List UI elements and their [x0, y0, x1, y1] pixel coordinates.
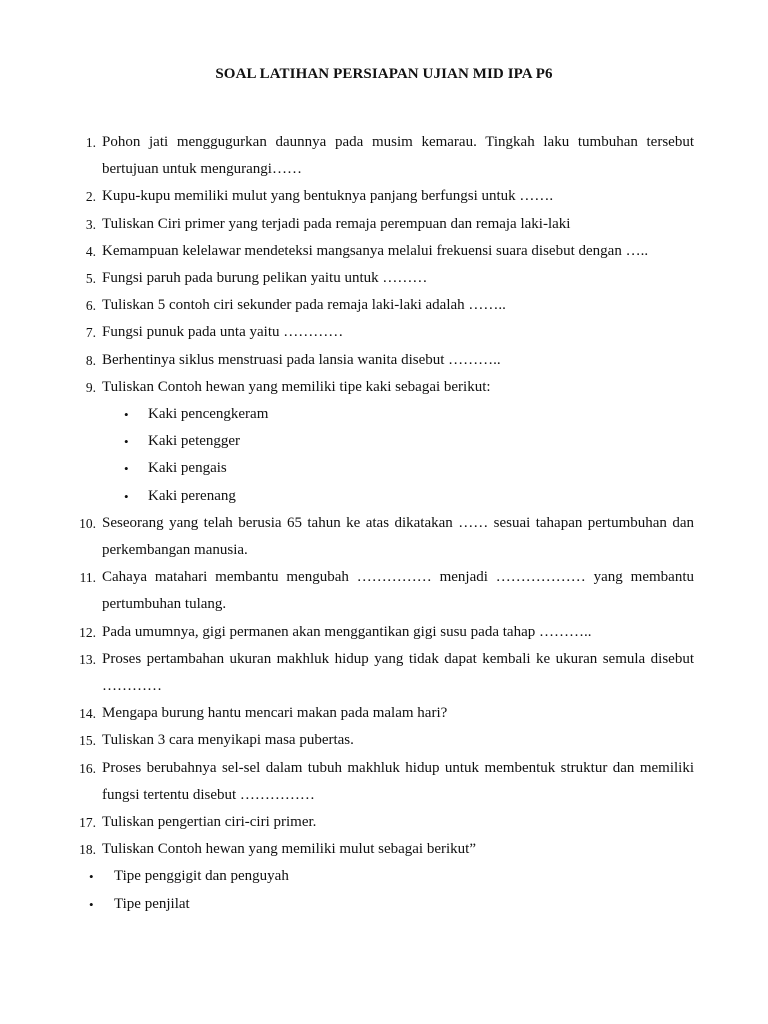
question-9-options [64, 401, 694, 510]
question-number: 5. [85, 271, 96, 287]
question-number: 13. [79, 651, 96, 667]
bullet-icon: • [124, 434, 129, 450]
question-2 [64, 183, 694, 210]
list-item [64, 428, 694, 455]
question-text: Tuliskan Ciri primer yang terjadi pada remaja perempuan dan remaja laki-laki [102, 215, 571, 232]
question-text: Proses pertambahan ukuran makhluk hidup yang tidak dapat kembali ke ukuran semula disebut ………… [102, 650, 694, 695]
question-text: Tuliskan 5 contoh ciri sekunder pada remaja laki-laki adalah …….. [102, 297, 506, 314]
list-item-text: Kaki pengais [148, 460, 227, 477]
question-6 [64, 292, 694, 319]
question-number: 15. [79, 733, 96, 749]
question-text: Kemampuan kelelawar mendeteksi mangsanya melalui frekuensi suara disebut dengan ….. [102, 242, 649, 259]
question-text: Tuliskan pengertian ciri-ciri primer. [102, 814, 317, 831]
question-number: 12. [79, 624, 96, 640]
question-text: Kupu-kupu memiliki mulut yang bentuknya panjang berfungsi untuk ……. [102, 188, 554, 205]
list-item-text: Tipe penjilat [114, 895, 190, 912]
question-text: Pohon jati menggugurkan daunnya pada musim kemarau. Tingkah laku tumbuhan tersebut bertujuan untuk mengurangi…… [102, 134, 694, 178]
question-number: 2. [85, 189, 96, 205]
list-item [64, 483, 694, 510]
bullet-icon: • [124, 488, 129, 504]
question-number: 6. [85, 298, 96, 314]
bullet-icon: • [124, 407, 129, 423]
question-11 [64, 564, 694, 618]
question-text: Fungsi punuk pada unta yaitu ………… [102, 324, 344, 341]
question-text: Mengapa burung hantu mencari makan pada malam hari? [102, 705, 448, 722]
question-5 [64, 265, 694, 292]
question-1 [64, 129, 694, 183]
question-text: Tuliskan Contoh hewan yang memiliki mulut sebagai berikut” [102, 841, 476, 858]
list-item-text: Kaki petengger [148, 433, 241, 450]
question-text: Fungsi paruh pada burung pelikan yaitu untuk ……… [102, 270, 428, 287]
question-text: Tuliskan 3 cara menyikapi masa pubertas. [102, 732, 354, 749]
bullet-icon: • [124, 461, 129, 477]
question-text: Berhentinya siklus menstruasi pada lansia wanita disebut ……….. [102, 351, 501, 368]
question-8 [64, 347, 694, 374]
list-item-text: Kaki perenang [148, 487, 236, 504]
question-14 [64, 700, 694, 727]
question-9 [64, 374, 694, 401]
bullet-icon: • [89, 896, 94, 912]
question-text: Proses berubahnya sel-sel dalam tubuh makhluk hidup untuk membentuk struktur dan memiliki fungsi tertentu disebut …………… [102, 759, 694, 803]
list-item [64, 863, 694, 890]
question-number: 8. [85, 352, 96, 368]
question-12 [64, 619, 694, 646]
question-number: 18. [79, 842, 96, 858]
question-number: 14. [79, 706, 96, 722]
question-13 [64, 646, 694, 700]
question-number: 9. [85, 379, 96, 395]
question-number: 10. [79, 515, 96, 531]
question-number: 17. [79, 815, 96, 831]
question-18 [64, 836, 694, 863]
question-15 [64, 727, 694, 754]
question-number: 3. [85, 216, 96, 232]
question-text: Cahaya matahari membantu mengubah …………… menjadi ……………… yang membantu pertumbuhan tulang. [102, 569, 694, 613]
document-title: SOAL LATIHAN PERSIAPAN UJIAN MID IPA P6 [215, 66, 553, 82]
question-18-options [64, 863, 694, 917]
question-list [64, 129, 694, 918]
question-number: 4. [85, 243, 96, 259]
question-number: 1. [85, 135, 96, 150]
question-text: Tuliskan Contoh hewan yang memiliki tipe kaki sebagai berikut: [102, 378, 491, 395]
list-item-text: Kaki pencengkeram [148, 406, 269, 423]
question-3 [64, 211, 694, 238]
question-text: Pada umumnya, gigi permanen akan menggantikan gigi susu pada tahap ……….. [102, 623, 592, 640]
question-number: 11. [79, 570, 96, 586]
question-7 [64, 319, 694, 346]
list-item [64, 455, 694, 482]
question-text: Seseorang yang telah berusia 65 tahun ke atas dikatakan …… sesuai tahapan pertumbuhan dan perkembangan manusia. [102, 514, 694, 559]
list-item [64, 891, 694, 918]
list-item-text: Tipe penggigit dan penguyah [114, 868, 289, 885]
question-17 [64, 809, 694, 836]
question-10 [64, 510, 694, 564]
question-4 [64, 238, 694, 265]
list-item [64, 401, 694, 428]
question-number: 16. [79, 760, 96, 776]
bullet-icon: • [89, 869, 94, 885]
question-number: 7. [85, 325, 96, 341]
question-16 [64, 755, 694, 809]
